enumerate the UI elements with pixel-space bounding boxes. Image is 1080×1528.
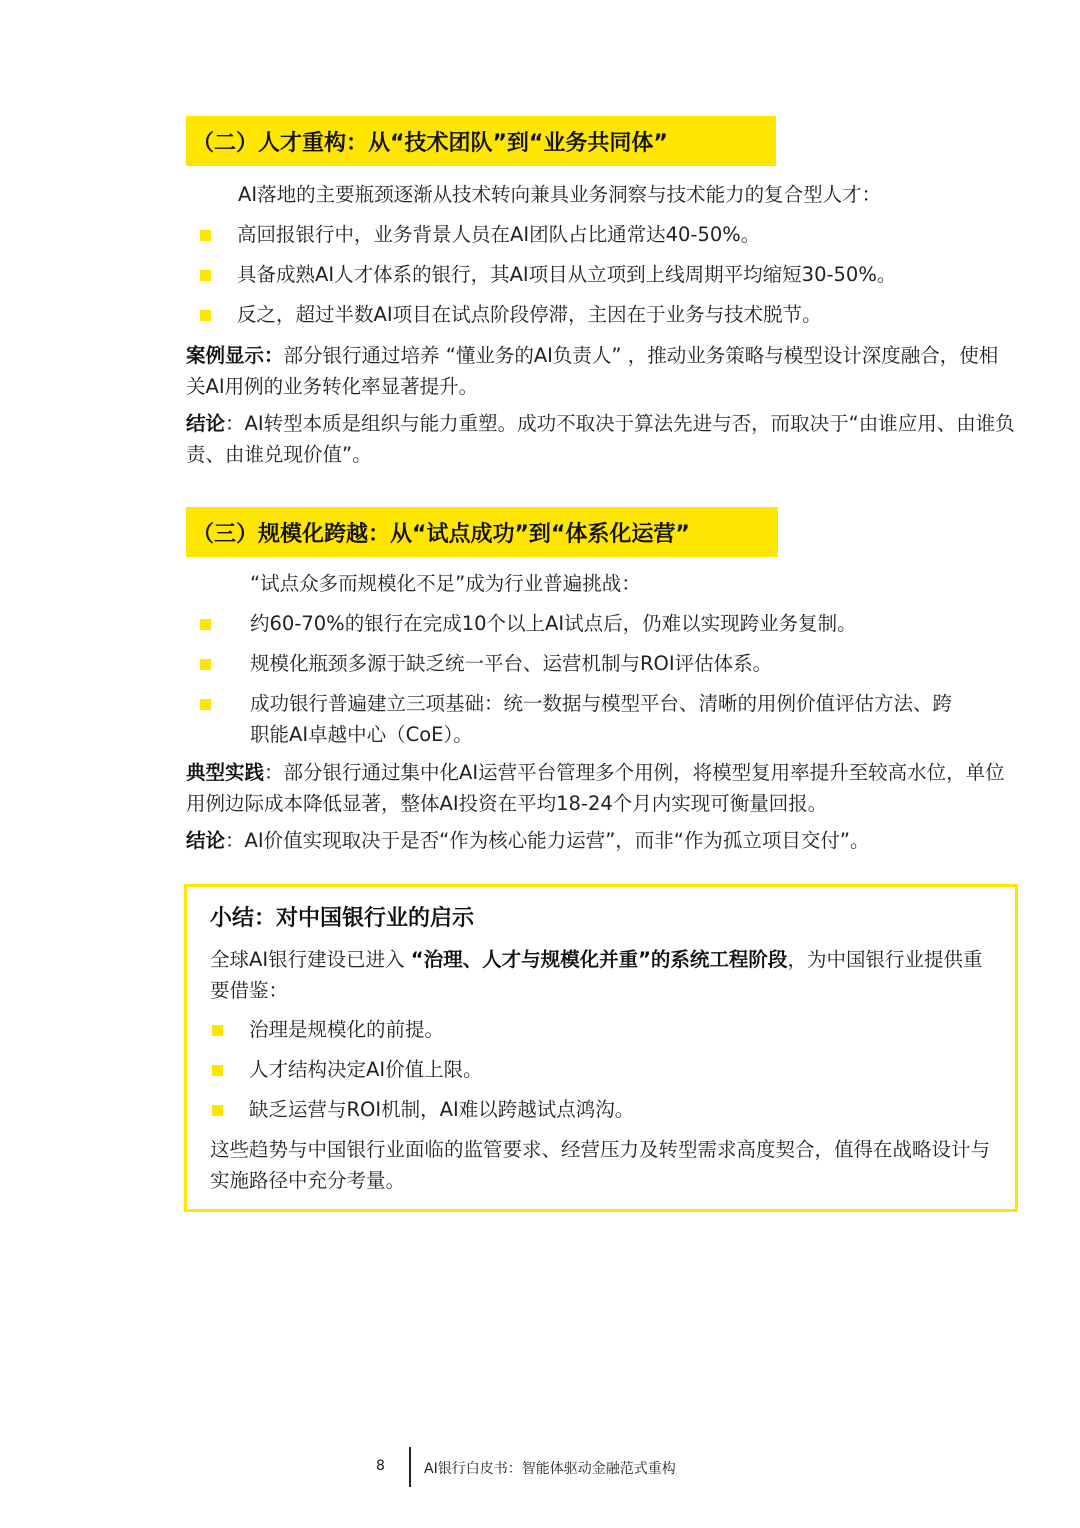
bullet-square-icon (212, 1025, 223, 1036)
section-intro: AI落地的主要瓶颈逐渐从技术转向兼具业务洞察与技术能力的复合型人才： (238, 183, 882, 206)
bullet-square-icon (200, 659, 211, 670)
conclusion-label: 结论 (186, 412, 226, 435)
bullet-square-icon (212, 1065, 223, 1076)
list-item-text: 缺乏运营与ROI机制，AI难以跨越试点鸿沟。 (249, 1098, 635, 1121)
section-intro: “试点众多而规模化不足”成为行业普遍挑战： (250, 572, 641, 595)
practice-text: ：部分银行通过集中化AI运营平台管理多个用例，将模型复用率提升至较高水位，单位用例边际成本降低显著，整体AI投资在平均18-24个月内实现可衡量回报。 (186, 761, 1005, 815)
case-paragraph (186, 340, 1016, 402)
bullet-square-icon (200, 699, 211, 710)
list-item-text: 治理是规模化的前提。 (249, 1018, 445, 1041)
summary-intro (210, 944, 1000, 1006)
conclusion-text: ：AI价值实现取决于是否“作为核心能力运营”，而非“作为孤立项目交付”。 (225, 829, 870, 852)
section-heading-text: （二）人才重构：从“技术团队”到“业务共同体” (192, 130, 668, 156)
practice-paragraph (186, 757, 1016, 819)
list-item-text: 具备成熟AI人才体系的银行，其AI项目从立项到上线周期平均缩短30-50%。 (237, 263, 897, 286)
conclusion-paragraph (186, 825, 1016, 856)
case-label: 案例显示： (186, 344, 284, 367)
practice-label: 典型实践 (186, 761, 265, 784)
conclusion-label: 结论 (186, 829, 226, 852)
footer-doc-title: AI银行白皮书：智能体驱动金融范式重构 (424, 1461, 676, 1477)
summary-intro-pre: 全球AI银行建设已进入 (210, 948, 411, 971)
conclusion-text: ：AI转型本质是组织与能力重塑。成功不取决于算法先进与否，而取决于“由谁应用、由谁负责、由谁兑现价值”。 (186, 412, 1015, 466)
section-heading-scale (186, 507, 778, 557)
list-item-text: 规模化瓶颈多源于缺乏统一平台、运营机制与ROI评估体系。 (250, 652, 773, 675)
bullet-square-icon (200, 230, 211, 241)
summary-title: 小结：对中国银行业的启示 (210, 906, 475, 931)
conclusion-paragraph (186, 408, 1016, 470)
list-item-text: 高回报银行中，业务背景人员在AI团队占比通常达40-50%。 (237, 223, 761, 246)
page-number: 8 (376, 1458, 385, 1474)
list-item-text: 成功银行普遍建立三项基础：统一数据与模型平台、清晰的用例价值评估方法、跨职能AI卓越中心（CoE）。 (250, 692, 953, 746)
summary-closing: 这些趋势与中国银行业面临的监管要求、经营压力及转型需求高度契合，值得在战略设计与实施路径中充分考量。 (210, 1138, 991, 1192)
bullet-square-icon (200, 270, 211, 281)
section-heading-talent (186, 116, 776, 166)
bullet-square-icon (212, 1105, 223, 1116)
footer-divider (409, 1447, 411, 1487)
section-heading-text: （三）规模化跨越：从“试点成功”到“体系化运营” (192, 521, 690, 547)
summary-intro-post: ，为中国银行业提供重要借鉴： (210, 948, 983, 1002)
list-item-text: 约60-70%的银行在完成10个以上AI试点后，仍难以实现跨业务复制。 (250, 612, 857, 635)
list-item-text: 反之，超过半数AI项目在试点阶段停滞，主因在于业务与技术脱节。 (237, 303, 822, 326)
summary-intro-bold: “治理、人才与规模化并重”的系统工程阶段 (410, 948, 788, 971)
case-text: 部分银行通过培养 “懂业务的AI负责人” ，推动业务策略与模型设计深度融合，使相关AI用例的业务转化率显著提升。 (186, 344, 999, 398)
list-item-text: 人才结构决定AI价值上限。 (249, 1058, 483, 1081)
bullet-square-icon (200, 619, 211, 630)
bullet-square-icon (200, 310, 211, 321)
